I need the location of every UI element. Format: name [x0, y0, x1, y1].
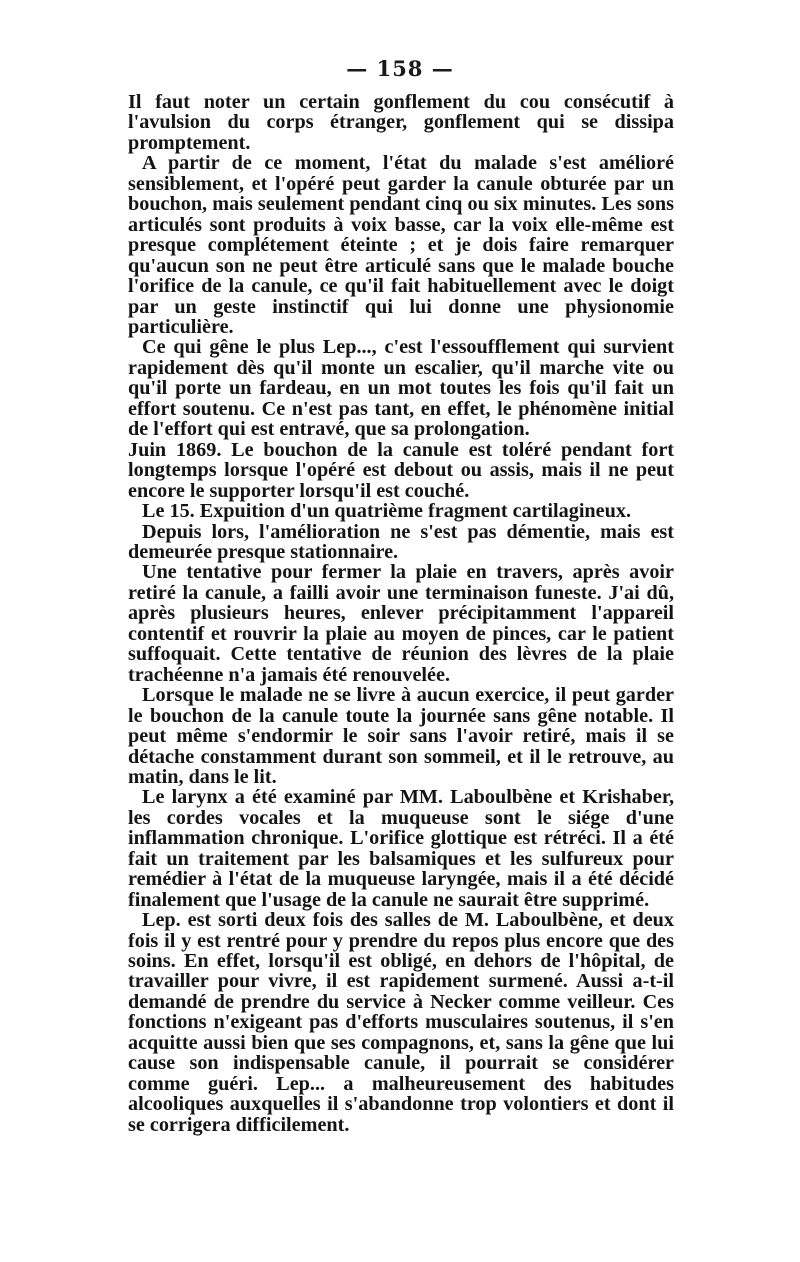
page-number: — 158 —	[346, 56, 454, 81]
paragraph-2: A partir de ce moment, l'état du malade s'est amélioré sensiblement, et l'opéré peut garder la canule obturée par un bouchon, mais seulement pendant cinq ou six minutes. Les sons articulés sont produits à voix basse, car la voix elle-même est presque complétement éteinte ; et je dois faire remarquer qu'aucun son ne peut être articulé sans que le malade bouche l'orifice de la canule, ce qu'il fait habituellement avec le doigt par un geste instinctif qui lui donne une physionomie particulière.	[128, 152, 674, 338]
paragraph-7: Une tentative pour fermer la plaie en travers, après avoir retiré la canule, a failli avoir une terminaison funeste. J'ai dû, après plusieurs heures, enlever précipitamment l'appareil contentif et rouvrir la plaie au moyen de pinces, car le patient suffoquait. Cette tentative de réunion des lèvres de la plaie trachéenne n'a jamais été renouvelée.	[128, 561, 674, 686]
paragraph-6: Depuis lors, l'amélioration ne s'est pas démentie, mais est demeurée presque stationnaire.	[128, 520, 674, 563]
paragraph-3: Ce qui gêne le plus Lep..., c'est l'essoufflement qui survient rapidement dès qu'il monte un escalier, qu'il marche vite ou qu'il porte un fardeau, en un mot toutes les fois qu'il fait un effort soutenu. Ce n'est pas tant, en effet, le phénomène initial de l'effort qui est entravé, que sa prolongation.	[128, 336, 674, 441]
paragraph-5: Le 15. Expuition d'un quatrième fragment cartilagineux.	[142, 500, 631, 523]
body-text	[128, 92, 674, 1135]
paragraph-1: Il faut noter un certain gonflement du cou consécutif à l'avulsion du corps étranger, gonflement qui se dissipa promptement.	[128, 91, 674, 154]
paragraph-9: Le larynx a été examiné par MM. Laboulbène et Krishaber, les cordes vocales et la muqueuse sont le siége d'une inflammation chronique. L'orifice glottique est rétréci. Il a été fait un traitement par les balsamiques et les sulfureux pour remédier à l'état de la muqueuse laryngée, mais il a été décidé finalement que l'usage de la canule ne saurait être supprimé.	[128, 786, 674, 911]
paragraph-4: Juin 1869. Le bouchon de la canule est toléré pendant fort longtemps lorsque l'opéré est debout ou assis, mais il ne peut encore le supporter lorsqu'il est couché.	[128, 438, 674, 502]
paragraph-10: Lep. est sorti deux fois des salles de M. Laboulbène, et deux fois il y est rentré pour y prendre du repos plus encore que des soins. En effet, lorsqu'il est obligé, en dehors de l'hôpital, de travailler pour vivre, il est rapidement surmené. Aussi a-t-il demandé de prendre du service à Necker comme veilleur. Ces fonctions n'exigeant pas d'efforts musculaires soutenus, il s'en acquitte aussi bien que ses compagnons, et, sans la gêne que lui cause son indispensable canule, il pourrait se considérer comme guéri. Lep... a malheureusement des habitudes alcooliques auxquelles il s'abandonne trop volontiers et dont il se corrigera difficilement.	[128, 909, 674, 1136]
paragraph-8: Lorsque le malade ne se livre à aucun exercice, il peut garder le bouchon de la canule toute la journée sans gêne notable. Il peut même s'endormir le soir sans l'avoir retiré, mais il se détache constamment durant son sommeil, et il le retrouve, au matin, dans le lit.	[128, 684, 674, 788]
